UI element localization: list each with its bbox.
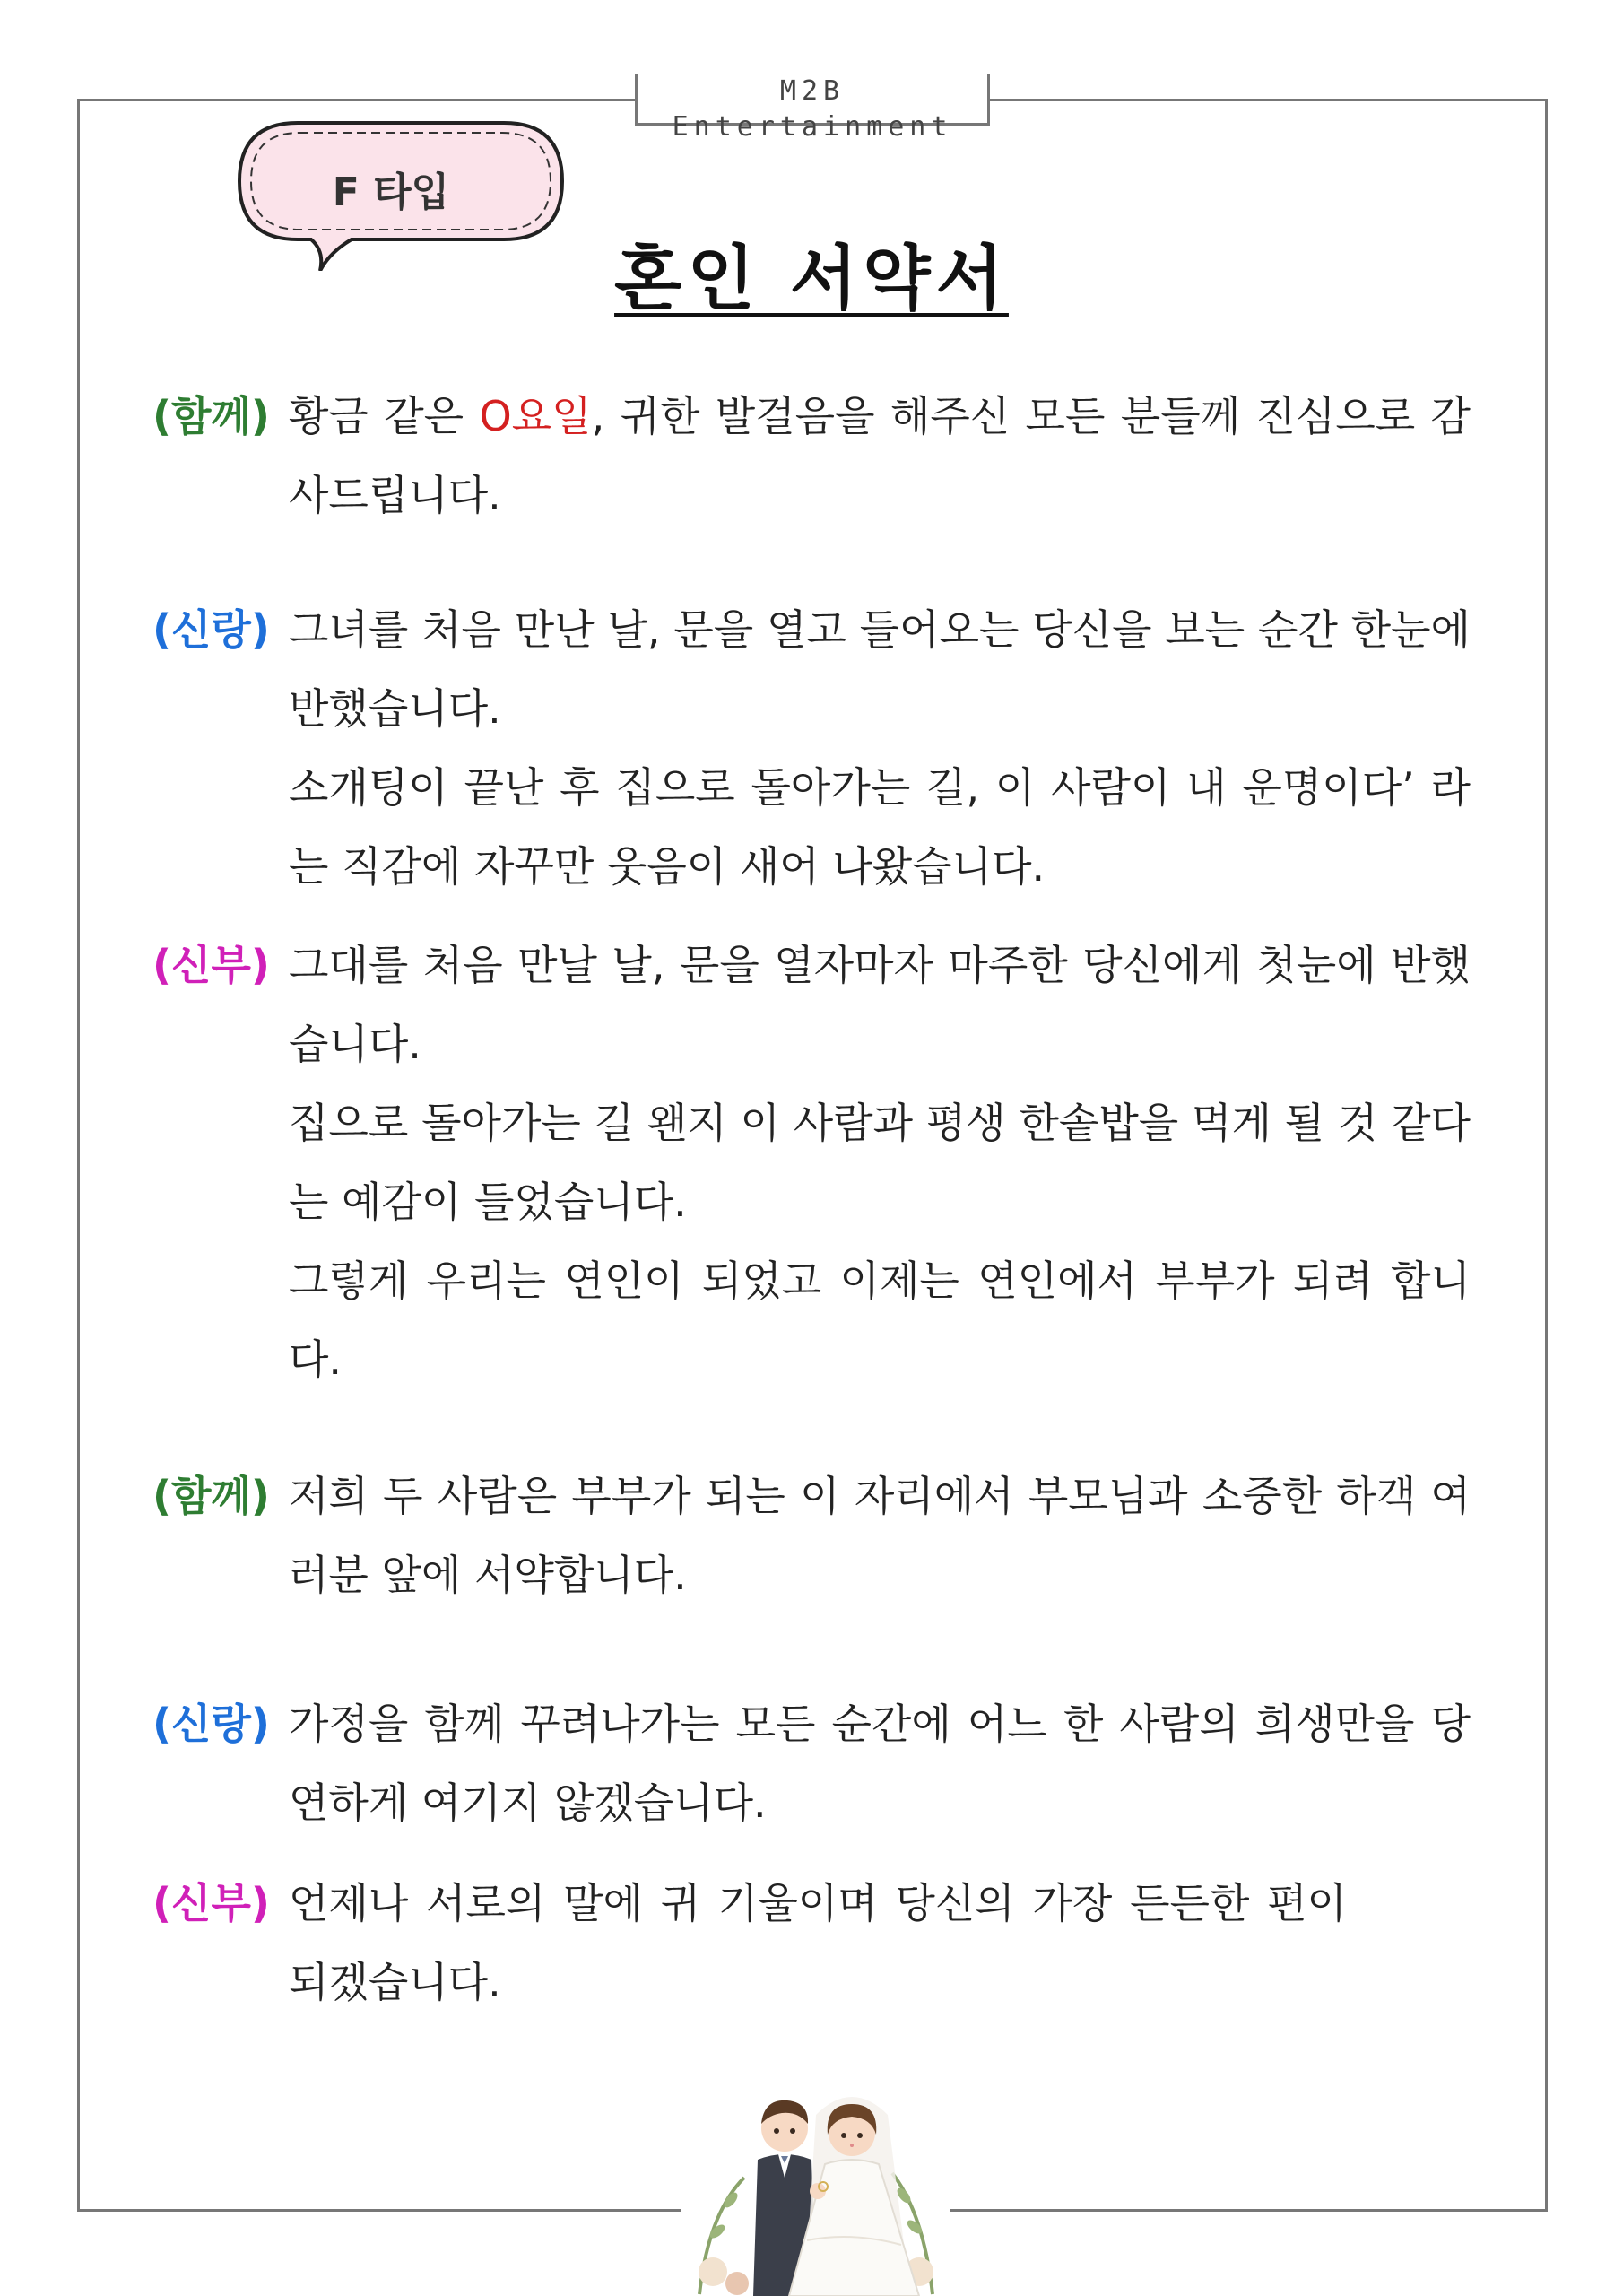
vow-line: 그대를 처음 만날 날, 문을 열자마자 마주한 당신에게 첫눈에 반했습니다.	[289, 941, 1471, 1068]
speaker-label: (함께)	[152, 392, 270, 440]
type-badge: F 타입	[332, 170, 450, 215]
vow-section-bride-1	[152, 926, 1471, 1399]
vow-line: 그녀를 처음 만난 날, 문을 열고 들어오는 당신을 보는 순간 한눈에 반했습니다.	[289, 605, 1471, 733]
speaker-label: (신랑)	[152, 605, 270, 654]
vow-line: 저희 두 사람은 부부가 되는 이 자리에서 부모님과 소중한 하객 여러분 앞에 서약합니다.	[289, 1472, 1471, 1599]
vow-line: 집으로 돌아가는 길 왠지 이 사람과 평생 한솥밥을 먹게 될 것 같다는 예감이 들었습니다.	[289, 1099, 1471, 1226]
vow-line: 그렇게 우리는 연인이 되었고 이제는 연인에서 부부가 되려 합니다.	[289, 1257, 1471, 1384]
wedding-couple-illustration	[681, 2079, 950, 2296]
speaker-label: (신부)	[152, 1879, 270, 1927]
speaker-label: (신랑)	[152, 1700, 270, 1748]
vow-section-groom-1	[152, 590, 1471, 906]
vow-section-together-2	[152, 1457, 1471, 1614]
page-title: 혼인 서약서	[614, 239, 1009, 319]
day-placeholder: O요일	[479, 392, 592, 440]
vow-section-bride-2	[152, 1864, 1471, 2022]
vow-line: 황금 같은 O요일, 귀한 발걸음을 해주신 모든 분들께 진심으로 감사드립니다.	[289, 392, 1471, 519]
vow-line: 소개팅이 끝난 후 집으로 돌아가는 길, 이 사람이 내 운명이다’ 라는 직감에 자꾸만 웃음이 새어 나왔습니다.	[289, 763, 1471, 891]
speaker-label: (함께)	[152, 1472, 270, 1520]
vow-section-together-1	[152, 377, 1471, 535]
vow-line: 언제나 서로의 말에 귀 기울이며 당신의 가장 든든한 편이 되겠습니다.	[289, 1879, 1347, 2006]
brand-tab: M2B Entertainment	[635, 74, 990, 126]
vow-section-groom-2	[152, 1684, 1471, 1842]
vow-line: 가정을 함께 꾸려나가는 모든 순간에 어느 한 사람의 희생만을 당연하게 여기지 않겠습니다.	[289, 1700, 1471, 1827]
speaker-label: (신부)	[152, 941, 270, 989]
